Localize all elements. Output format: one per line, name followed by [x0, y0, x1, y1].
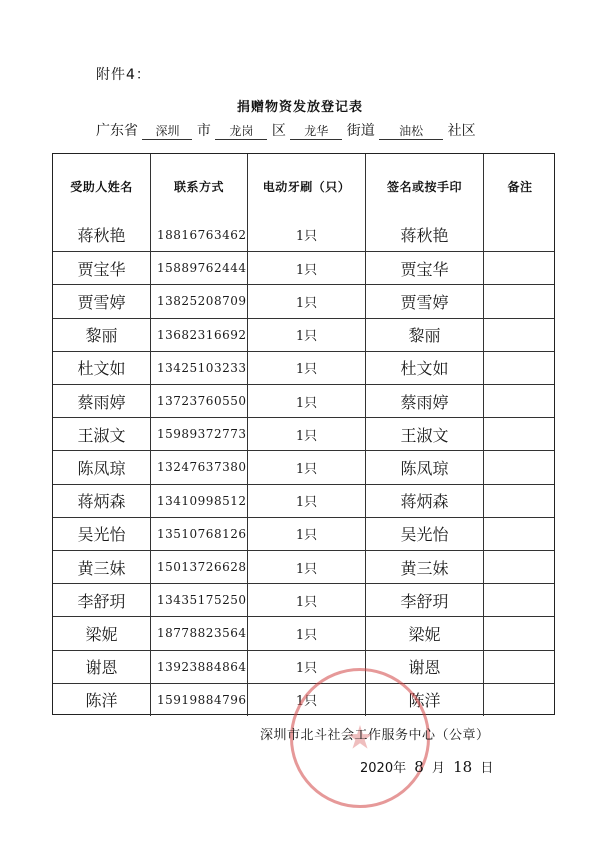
note — [483, 551, 556, 583]
toothbrush-qty: 1只 — [247, 485, 365, 517]
table-row — [53, 384, 554, 417]
note — [483, 352, 556, 384]
table-row — [53, 550, 554, 583]
signature: 王淑文 — [365, 418, 483, 450]
toothbrush-qty: 1只 — [247, 584, 365, 616]
note — [483, 651, 556, 683]
toothbrush-qty: 1只 — [247, 252, 365, 284]
phone-number: 15013726628 — [150, 551, 247, 583]
recipient-name: 王淑文 — [77, 425, 126, 445]
signature: 陈凤琼 — [365, 451, 483, 483]
district-value: 龙岗 — [215, 122, 267, 140]
recipient-name: 黄三妹 — [77, 558, 126, 578]
recipient-name: 蒋炳森 — [77, 492, 126, 512]
note — [483, 285, 556, 317]
table-row — [53, 251, 554, 284]
street-value: 龙华 — [290, 122, 342, 140]
date-month-value: 8 — [414, 758, 424, 776]
recipient-name: 梁妮 — [85, 624, 118, 644]
toothbrush-qty: 1只 — [247, 451, 365, 483]
table-row — [53, 484, 554, 517]
table-row — [53, 517, 554, 550]
note — [483, 617, 556, 649]
district-label: 区 — [271, 123, 286, 139]
date-month-label: 月 — [431, 761, 445, 776]
toothbrush-qty: 1只 — [247, 352, 365, 384]
registration-table — [52, 153, 555, 715]
recipient-name: 蒋秋艳 — [77, 226, 126, 246]
phone-number: 13410998512 — [150, 485, 247, 517]
recipient-name: 蔡雨婷 — [77, 392, 126, 412]
community-value: 油松 — [379, 122, 443, 140]
note — [483, 684, 556, 716]
signature: 梁妮 — [365, 617, 483, 649]
signature: 蒋秋艳 — [365, 218, 483, 251]
phone-number: 13435175250 — [150, 584, 247, 616]
date-day-label: 日 — [480, 761, 494, 776]
header-note: 备注 — [483, 154, 556, 218]
phone-number: 15889762444 — [150, 252, 247, 284]
signature: 吴光怡 — [365, 518, 483, 550]
organization-name: 深圳市北斗社会工作服务中心（公章） — [260, 728, 490, 743]
phone-number: 13247637380 — [150, 451, 247, 483]
phone-number: 18816763462 — [150, 218, 247, 251]
table-row — [53, 616, 554, 649]
note — [483, 584, 556, 616]
note — [483, 418, 556, 450]
toothbrush-qty: 1只 — [247, 651, 365, 683]
attachment-label: 附件4： — [96, 67, 151, 83]
signature: 谢恩 — [365, 651, 483, 683]
recipient-name: 陈洋 — [85, 691, 118, 711]
signature: 贾宝华 — [365, 252, 483, 284]
toothbrush-qty: 1只 — [247, 319, 365, 351]
table-row — [53, 417, 554, 450]
phone-number: 15919884796 — [150, 684, 247, 716]
header-phone: 联系方式 — [150, 154, 247, 218]
date-day-value: 18 — [453, 758, 473, 776]
table-row — [53, 450, 554, 483]
table-header-row — [53, 154, 554, 218]
toothbrush-qty: 1只 — [247, 385, 365, 417]
signature: 陈洋 — [365, 684, 483, 716]
city-value: 深圳 — [142, 122, 192, 140]
recipient-name: 黎丽 — [85, 326, 118, 346]
table-row — [53, 218, 554, 251]
street-label: 街道 — [346, 123, 375, 139]
note — [483, 218, 556, 251]
phone-number: 15989372773 — [150, 418, 247, 450]
recipient-name: 陈凤琼 — [77, 458, 126, 478]
recipient-name: 谢恩 — [85, 658, 118, 678]
phone-number: 13425103233 — [150, 352, 247, 384]
toothbrush-qty: 1只 — [247, 418, 365, 450]
date-year: 2020年 — [360, 761, 407, 776]
city-label: 市 — [196, 123, 211, 139]
community-label: 社区 — [447, 123, 476, 139]
recipient-name: 李舒玥 — [77, 591, 126, 611]
toothbrush-qty: 1只 — [247, 551, 365, 583]
toothbrush-qty: 1只 — [247, 617, 365, 649]
table-row — [53, 284, 554, 317]
signature: 蒋炳森 — [365, 485, 483, 517]
table-row — [53, 318, 554, 351]
signature: 黎丽 — [365, 319, 483, 351]
toothbrush-qty: 1只 — [247, 285, 365, 317]
phone-number: 18778823564 — [150, 617, 247, 649]
recipient-name: 贾雪婷 — [77, 292, 126, 312]
phone-number: 13825208709 — [150, 285, 247, 317]
note — [483, 485, 556, 517]
header-name: 受助人姓名 — [70, 179, 133, 194]
header-signature: 签名或按手印 — [365, 154, 483, 218]
recipient-name: 吴光怡 — [77, 525, 126, 545]
signature: 贾雪婷 — [365, 285, 483, 317]
signature: 蔡雨婷 — [365, 385, 483, 417]
address-line — [96, 120, 546, 146]
date-line — [360, 757, 493, 776]
signature: 杜文如 — [365, 352, 483, 384]
signature: 李舒玥 — [365, 584, 483, 616]
phone-number: 13923884864 — [150, 651, 247, 683]
note — [483, 252, 556, 284]
recipient-name: 贾宝华 — [77, 259, 126, 279]
table-row — [53, 583, 554, 616]
note — [483, 319, 556, 351]
note — [483, 385, 556, 417]
table-row — [53, 650, 554, 683]
signature: 黄三妹 — [365, 551, 483, 583]
toothbrush-qty: 1只 — [247, 684, 365, 716]
province-label: 广东省 — [96, 123, 138, 139]
recipient-name: 杜文如 — [77, 359, 126, 379]
table-row — [53, 351, 554, 384]
note — [483, 518, 556, 550]
phone-number: 13723760550 — [150, 385, 247, 417]
form-title: 捐赠物资发放登记表 — [236, 100, 363, 115]
toothbrush-qty: 1只 — [247, 218, 365, 251]
phone-number: 13510768126 — [150, 518, 247, 550]
toothbrush-qty: 1只 — [247, 518, 365, 550]
phone-number: 13682316692 — [150, 319, 247, 351]
note — [483, 451, 556, 483]
header-qty: 电动牙刷（只） — [247, 154, 365, 218]
